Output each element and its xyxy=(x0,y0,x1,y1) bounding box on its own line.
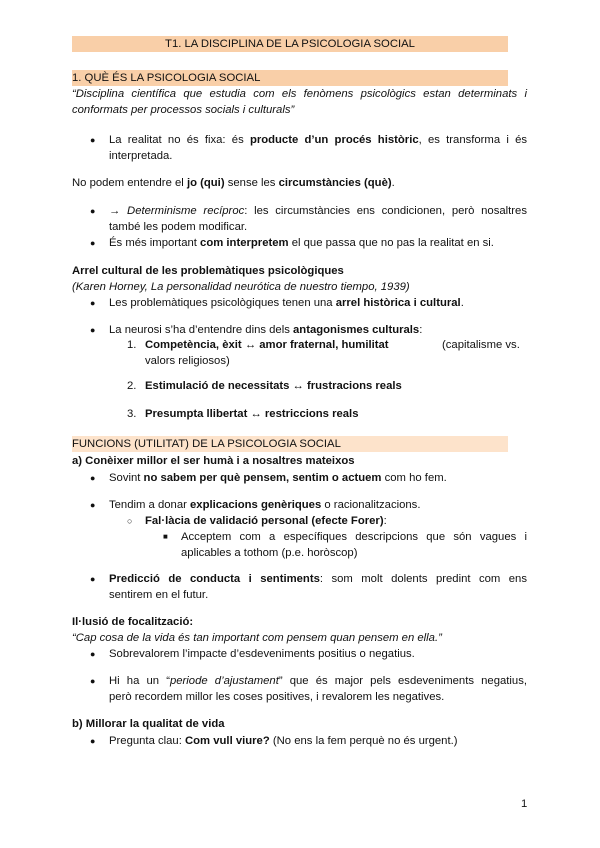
bullet-icon: ● xyxy=(90,574,96,584)
subheading-ilusio: Il·lusió de focalització: xyxy=(72,616,194,628)
list-item-bold: Presumpta llibertat ↔ restriccions reals xyxy=(145,408,359,420)
bullet-icon: ● xyxy=(90,238,96,248)
bullet-icon: ● xyxy=(90,649,96,659)
list-item-bold: Competència, èxit ↔ amor fraternal, humilitat xyxy=(145,339,389,351)
bullet-icon: ● xyxy=(90,135,96,145)
bullet-text-cont: sentirem en el futur. xyxy=(109,589,209,601)
section-heading-2: FUNCIONS (UTILITAT) DE LA PSICOLOGIA SOCIAL xyxy=(72,436,508,452)
bullet-text: És més important com interpretem el que passa que no pas la realitat en si. xyxy=(109,237,494,249)
bullet-text: Les problemàtiques psicològiques tenen una arrel històrica i cultural. xyxy=(109,297,464,309)
bullet-text-cont: però recordem millor les coses positives, i revalorem les negatives. xyxy=(109,691,445,703)
page-number: 1 xyxy=(521,798,528,810)
sub-bullet-text: Fal·làcia de validació personal (efecte Forer): xyxy=(145,515,387,527)
bullet-text: La neurosi s’ha d’entendre dins dels antagonismes culturals: xyxy=(109,324,423,336)
bullet-text: Predicció de conducta i sentiments: som molt dolents predint com ens xyxy=(109,573,527,585)
bullet-text: Tendim a donar explicacions genèriques o racionalitzacions. xyxy=(109,499,421,511)
sub2-bullet-text-cont: aplicables a tothom (p.e. horòscop) xyxy=(181,547,358,559)
page-title: T1. LA DISCIPLINA DE LA PSICOLOGIA SOCIAL xyxy=(72,36,508,52)
bullet-icon: ● xyxy=(90,298,96,308)
list-item-rest: (capitalisme vs. xyxy=(442,339,520,351)
bullet-text: Pregunta clau: Com vull viure? (No ens la fem perquè no és urgent.) xyxy=(109,735,458,747)
paragraph: No podem entendre el jo (qui) sense les circumstàncies (què). xyxy=(72,177,395,189)
list-number: 2. xyxy=(127,380,137,392)
bullet-text: Sobrevalorem l’impacte d’esdeveniments positius o negatius. xyxy=(109,648,415,660)
bullet-text-cont: també les podem modificar. xyxy=(109,221,248,233)
subheading-arrel: Arrel cultural de les problemàtiques psicològiques xyxy=(72,265,344,277)
sub-bullet-icon: ○ xyxy=(127,516,133,526)
bullet-icon: ● xyxy=(90,473,96,483)
square-bullet-icon: ■ xyxy=(163,532,168,541)
bullet-text-cont: interpretada. xyxy=(109,150,173,162)
section-heading-1: 1. QUÈ ÉS LA PSICOLOGIA SOCIAL xyxy=(72,70,508,86)
bullet-text: → Determinisme recíproc: les circumstàncies ens condicionen, però nosaltres xyxy=(109,205,527,217)
bullet-icon: ● xyxy=(90,325,96,335)
list-item-bold: Estimulació de necessitats ↔ frustracions reals xyxy=(145,380,402,392)
definition-quote-line1: “Disciplina científica que estudia com els fenòmens psicològics estan determinats i xyxy=(72,88,527,100)
bullet-text: La realitat no és fixa: és producte d’un procés històric, es transforma i és xyxy=(109,134,528,146)
bullet-icon: ● xyxy=(90,676,96,686)
ilusio-quote: “Cap cosa de la vida és tan important com pensem quan pensem en ella.” xyxy=(72,632,442,644)
arrel-source: (Karen Horney, La personalidad neurótica de nuestro tiempo, 1939) xyxy=(72,281,410,293)
bullet-text: Hi ha un “periode d’ajustament” que és major pels esdeveniments negatius, xyxy=(109,675,527,687)
definition-quote-line2: conformats per processos socials i culturals” xyxy=(72,104,295,116)
list-number: 1. xyxy=(127,339,137,351)
bullet-icon: ● xyxy=(90,736,96,746)
sub2-bullet-text: Acceptem com a específiques descripcions que són vagues i xyxy=(181,531,527,543)
subheading-a: a) Conèixer millor el ser humà i a nosaltres mateixos xyxy=(72,455,355,467)
list-number: 3. xyxy=(127,408,137,420)
bullet-text: Sovint no sabem per què pensem, sentim o actuem com ho fem. xyxy=(109,472,447,484)
list-item-cont: valors religiosos) xyxy=(145,355,230,367)
bullet-icon: ● xyxy=(90,500,96,510)
bullet-icon: ● xyxy=(90,206,96,216)
subheading-b: b) Millorar la qualitat de vida xyxy=(72,718,225,730)
